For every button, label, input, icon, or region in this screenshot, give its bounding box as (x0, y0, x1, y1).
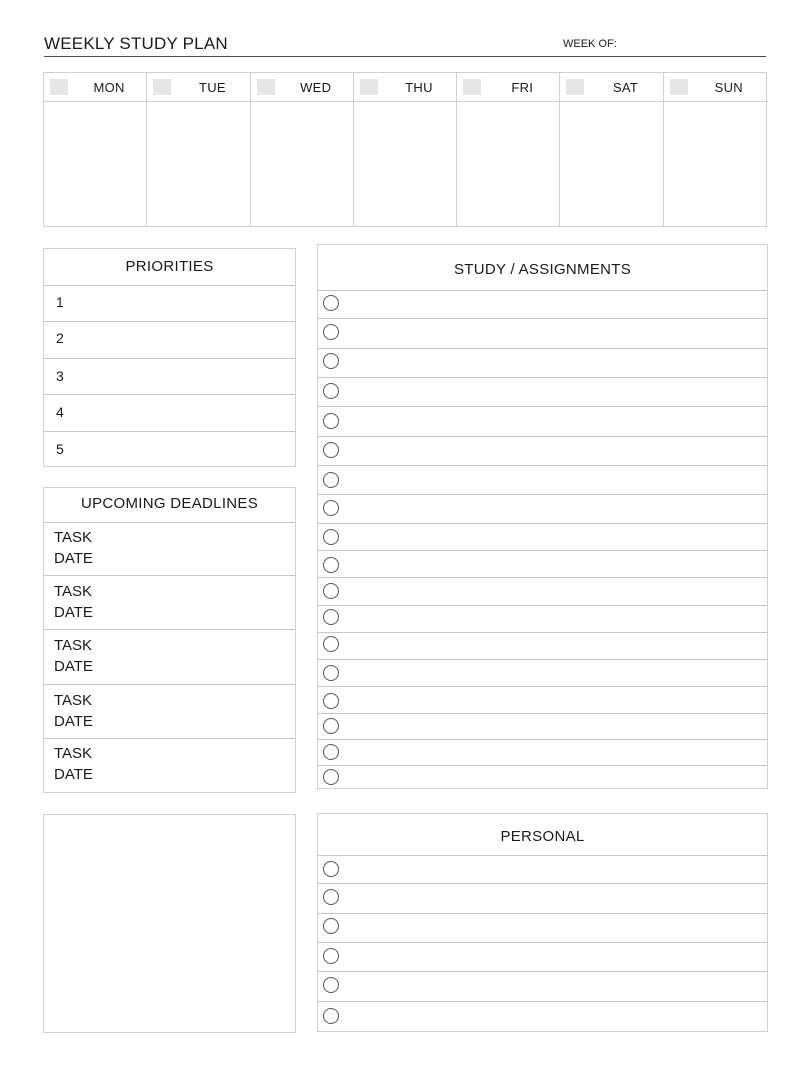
day-column-tue[interactable] (147, 73, 250, 226)
checklist-row-line (318, 577, 767, 578)
task-label: TASK (54, 745, 93, 762)
task-label: TASK (54, 583, 93, 600)
day-checkbox[interactable] (50, 79, 68, 95)
day-label: SUN (714, 80, 743, 95)
priority-number: 1 (56, 294, 64, 310)
checkbox-circle[interactable] (323, 442, 339, 458)
checklist-row-line (318, 765, 767, 766)
checkbox-circle[interactable] (323, 1008, 339, 1024)
study-assignments-box (317, 244, 768, 789)
checkbox-circle[interactable] (323, 295, 339, 311)
checkbox-circle[interactable] (323, 769, 339, 785)
deadlines-box (43, 487, 296, 793)
checkbox-circle[interactable] (323, 583, 339, 599)
day-label: TUE (198, 80, 226, 95)
checkbox-circle[interactable] (323, 861, 339, 877)
checkbox-circle[interactable] (323, 636, 339, 652)
deadline-entry[interactable] (44, 629, 295, 685)
checkbox-circle[interactable] (323, 472, 339, 488)
personal-title: PERSONAL (500, 828, 585, 845)
day-checkbox[interactable] (360, 79, 378, 95)
checklist-row-line (318, 713, 767, 714)
priorities-box (43, 248, 296, 467)
date-label: DATE (54, 658, 93, 675)
date-label: DATE (54, 604, 93, 621)
checkbox-circle[interactable] (323, 383, 339, 399)
day-label: FRI (511, 80, 534, 95)
task-label: TASK (54, 529, 93, 546)
checklist-row-line (318, 318, 767, 319)
deadlines-title: UPCOMING DEADLINES (80, 495, 259, 512)
checklist-row-line (318, 971, 767, 972)
notes-box[interactable] (43, 814, 296, 1033)
task-label: TASK (54, 692, 93, 709)
day-header (251, 73, 353, 102)
checklist-row-line (318, 348, 767, 349)
checklist-row-line (318, 605, 767, 606)
checklist-row-line (318, 406, 767, 407)
day-header (560, 73, 662, 102)
priority-row[interactable] (44, 321, 295, 346)
checkbox-circle[interactable] (323, 693, 339, 709)
day-column-sun[interactable] (664, 73, 767, 226)
priority-row[interactable] (44, 358, 295, 384)
date-label: DATE (54, 766, 93, 783)
day-checkbox[interactable] (257, 79, 275, 95)
priority-number: 2 (56, 330, 64, 346)
checkbox-circle[interactable] (323, 529, 339, 545)
checkbox-circle[interactable] (323, 889, 339, 905)
checkbox-circle[interactable] (323, 665, 339, 681)
day-checkbox[interactable] (463, 79, 481, 95)
checkbox-circle[interactable] (323, 413, 339, 429)
checklist-row-line (318, 436, 767, 437)
day-label: WED (300, 80, 332, 95)
checkbox-circle[interactable] (323, 718, 339, 734)
task-label: TASK (54, 637, 93, 654)
priority-number: 3 (56, 368, 64, 384)
day-column-mon[interactable] (44, 73, 147, 226)
checklist-row-line (318, 942, 767, 943)
day-column-wed[interactable] (251, 73, 354, 226)
personal-box (317, 813, 768, 1032)
deadline-entry[interactable] (44, 738, 295, 793)
checklist-row-line (318, 523, 767, 524)
day-header (44, 73, 146, 102)
deadline-entry[interactable] (44, 575, 295, 630)
deadline-entry[interactable] (44, 522, 295, 576)
checklist-row-line (318, 1001, 767, 1002)
checkbox-circle[interactable] (323, 977, 339, 993)
date-label: DATE (54, 713, 93, 730)
checkbox-circle[interactable] (323, 500, 339, 516)
title-divider (44, 56, 766, 57)
checklist-row-line (318, 550, 767, 551)
checkbox-circle[interactable] (323, 324, 339, 340)
checklist-row-line (318, 686, 767, 687)
day-header (457, 73, 559, 102)
day-label: THU (405, 80, 433, 95)
day-column-fri[interactable] (457, 73, 560, 226)
date-label: DATE (54, 550, 93, 567)
checkbox-circle[interactable] (323, 353, 339, 369)
priority-row[interactable] (44, 394, 295, 420)
priority-number: 4 (56, 404, 64, 420)
deadline-entry[interactable] (44, 684, 295, 739)
checklist-row-line (318, 855, 767, 856)
checkbox-circle[interactable] (323, 557, 339, 573)
checklist-row-line (318, 632, 767, 633)
day-checkbox[interactable] (670, 79, 688, 95)
priority-number: 5 (56, 441, 64, 457)
day-column-sat[interactable] (560, 73, 663, 226)
priority-row[interactable] (44, 285, 295, 310)
page-title: WEEKLY STUDY PLAN (44, 34, 228, 53)
day-checkbox[interactable] (566, 79, 584, 95)
checkbox-circle[interactable] (323, 744, 339, 760)
checklist-row-line (318, 377, 767, 378)
priorities-title: PRIORITIES (125, 258, 214, 275)
checkbox-circle[interactable] (323, 918, 339, 934)
day-header (354, 73, 456, 102)
checkbox-circle[interactable] (323, 609, 339, 625)
checklist-row-line (318, 290, 767, 291)
checklist-row-line (318, 913, 767, 914)
priority-row[interactable] (44, 431, 295, 457)
checklist-row-line (318, 739, 767, 740)
day-header (147, 73, 249, 102)
day-label: SAT (612, 80, 639, 95)
checklist-row-line (318, 465, 767, 466)
day-checkbox[interactable] (153, 79, 171, 95)
week-days-grid (43, 72, 767, 227)
day-header (664, 73, 766, 102)
day-label: MON (93, 80, 125, 95)
checklist-row-line (318, 494, 767, 495)
checklist-row-line (318, 883, 767, 884)
checklist-row-line (318, 659, 767, 660)
week-of-label: WEEK OF: (563, 38, 617, 50)
checkbox-circle[interactable] (323, 948, 339, 964)
study-assignments-title: STUDY / ASSIGNMENTS (453, 261, 632, 278)
day-column-thu[interactable] (354, 73, 457, 226)
